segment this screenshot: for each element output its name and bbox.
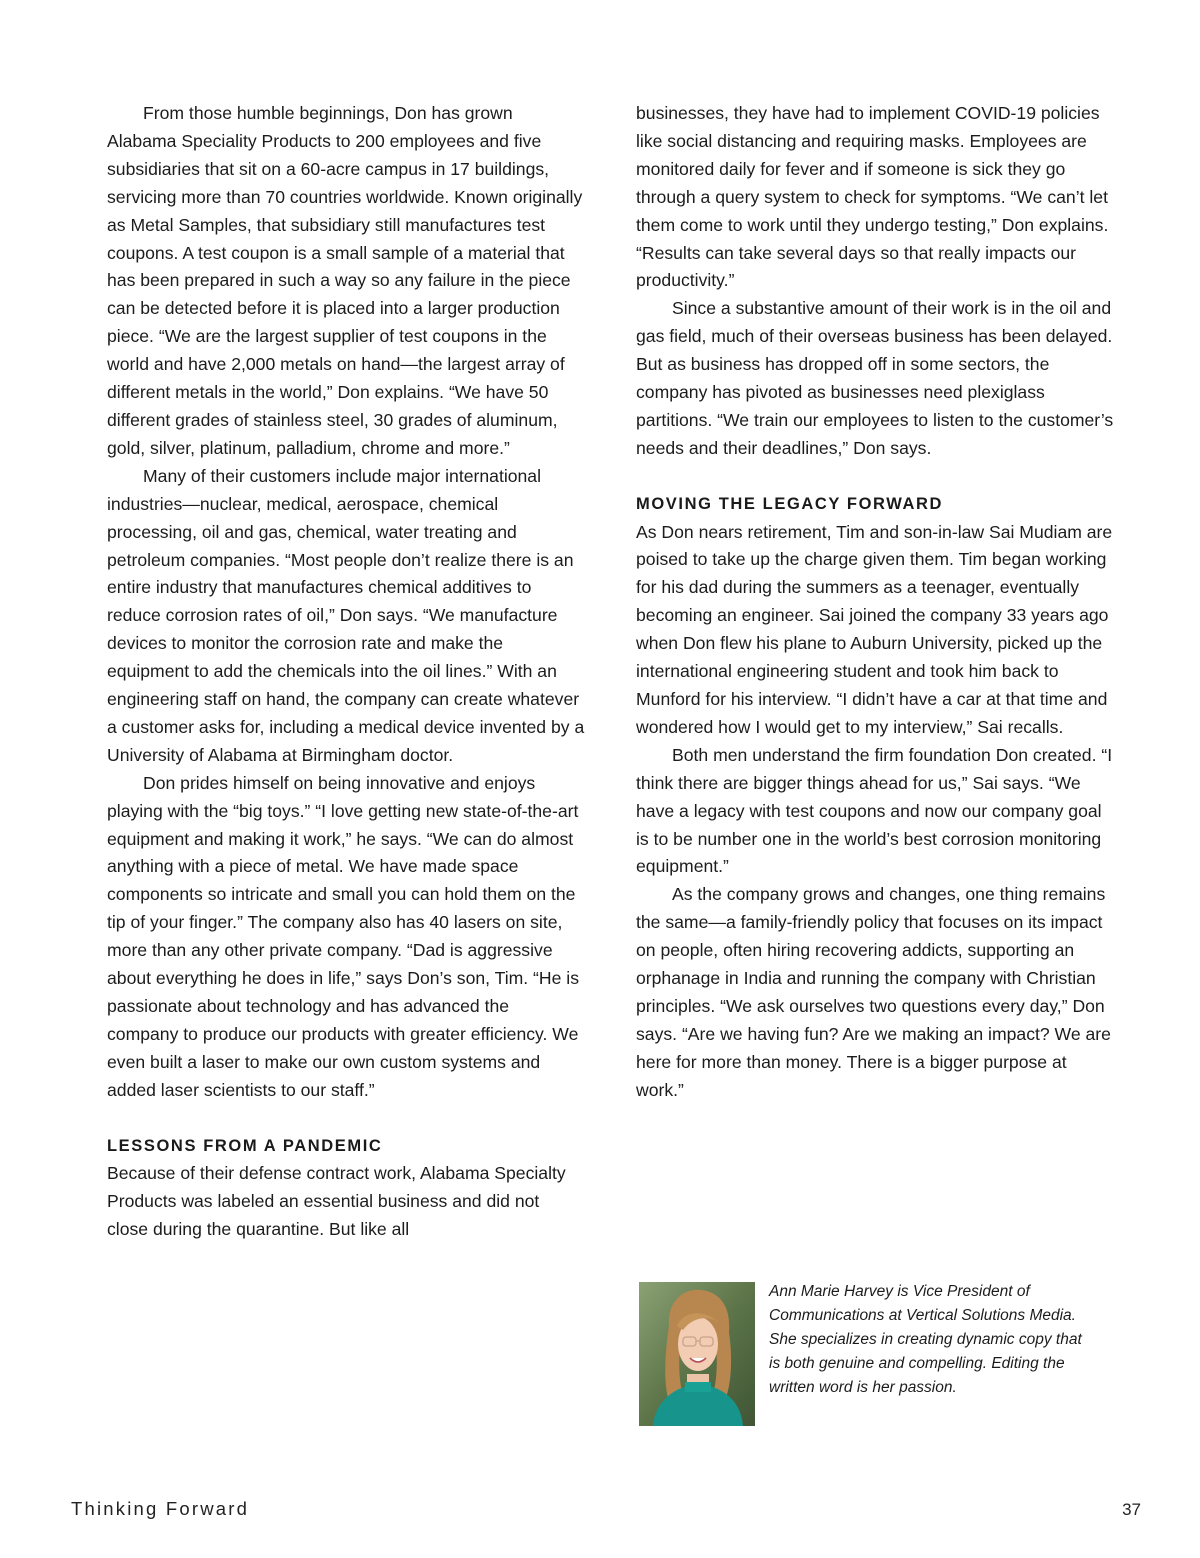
left-paragraph-4: Because of their defense contract work, Alabama Specialty Products was labeled an essential business and did not close during the quarantine. But like all bbox=[107, 1163, 566, 1240]
right-column bbox=[636, 100, 1116, 1105]
left-paragraph-1: From those humble beginnings, Don has grown Alabama Speciality Products to 200 employees and five subsidiaries that sit on a 60-acre campus in 17 buildings, servicing more than 70 countries worldwide. Known originally as Metal Samples, that subsidiary still manufactures test coupons. A test coupon is a small sample of a material that has been prepared in such a way so any failure in the piece can be detected before it is placed into a larger production piece. “We are the largest supplier of test coupons in the world and have 2,000 metals on hand—the largest array of different metals in the world,” Don explains. “We have 50 different grades of stainless steel, 30 grades of aluminum, gold, silver, platinum, palladium, chrome and more.” bbox=[107, 103, 583, 458]
right-paragraph-3: As Don nears retirement, Tim and son-in-law Sai Mudiam are poised to take up the charge given them. Tim began working for his dad during the summers as a teenager, eventually becoming an engineer. Sai joined the company 33 years ago when Don flew his plane to Auburn University, picked up the international engineering student and took him back to Munford for his interview. “I didn’t have a car at that time and wondered how I would get to my interview,” Sai recalls. bbox=[636, 521, 1113, 737]
right-paragraph-5: As the company grows and changes, one thing remains the same—a family-friendly policy that focuses on its impact on people, often hiring recovering addicts, supporting an orphanage in India and running the company with Christian principles. “We ask ourselves two questions every day,” Don says. “Are we having fun? Are we making an impact? We are here for more than money. There is a bigger purpose at work.” bbox=[636, 884, 1111, 1100]
right-paragraph-4: Both men understand the firm foundation Don created. “I think there are bigger things ahead for us,” Sai says. “We have a legacy with test coupons and now our company goal is to be number one in the world’s best corrosion monitoring equipment.” bbox=[636, 744, 1113, 877]
author-photo bbox=[639, 1282, 755, 1426]
left-column bbox=[107, 100, 585, 1244]
left-paragraph-3: Don prides himself on being innovative and enjoys playing with the “big toys.” “I love getting new state-of-the-art equipment and making it work,” he says. “We can do almost anything with a piece of metal. We have made space components so intricate and small you can hold them on the tip of your finger.” The company also has 40 lasers on site, more than any other private company. “Dad is aggressive about everything he does in life,” says Don’s son, Tim. “He is passionate about technology and has advanced the company to produce our products with greater efficiency. We even built a laser to make our own custom systems and added laser scientists to our staff.” bbox=[107, 772, 579, 1100]
author-bio: Ann Marie Harvey is Vice President of Communications at Vertical Solutions Media. She specializes in creating dynamic copy that is both genuine and compelling. Editing the written word is her passion. bbox=[769, 1283, 1082, 1397]
right-paragraph-2: Since a substantive amount of their work is in the oil and gas field, much of their overseas business has been delayed. But as business has dropped off in some sectors, the company has pivoted as businesses need plexiglass partitions. “We train our employees to listen to the customer’s needs and their deadlines,” Don says. bbox=[636, 298, 1114, 458]
footer-publication-title: Thinking Forward bbox=[71, 1498, 250, 1519]
section-spacer bbox=[636, 463, 1116, 491]
page-number: 37 bbox=[1122, 1500, 1141, 1519]
section-heading-legacy: MOVING THE LEGACY FORWARD bbox=[636, 494, 944, 513]
section-heading-pandemic: LESSONS FROM A PANDEMIC bbox=[107, 1136, 383, 1155]
right-paragraph-1: businesses, they have had to implement COVID-19 policies like social distancing and requiring masks. Employees are monitored daily for fever and if someone is sick they go through a query system to check for symptoms. “We can’t let them come to work until they undergo testing,” Don explains. “Results can take several days so that really impacts our productivity.” bbox=[636, 103, 1109, 291]
section-spacer bbox=[107, 1105, 585, 1133]
left-paragraph-2: Many of their customers include major international industries—nuclear, medical, aerospace, chemical processing, oil and gas, chemical, water treating and petroleum companies. “Most people don’t realize there is an entire industry that manufactures chemical additives to reduce corrosion rates of oil,” Don says. “We manufacture devices to monitor the corrosion rate and make the equipment to add the chemicals into the oil lines.” With an engineering staff on hand, the company can create whatever a customer asks for, including a medical device invented by a University of Alabama at Birmingham doctor. bbox=[107, 465, 585, 765]
